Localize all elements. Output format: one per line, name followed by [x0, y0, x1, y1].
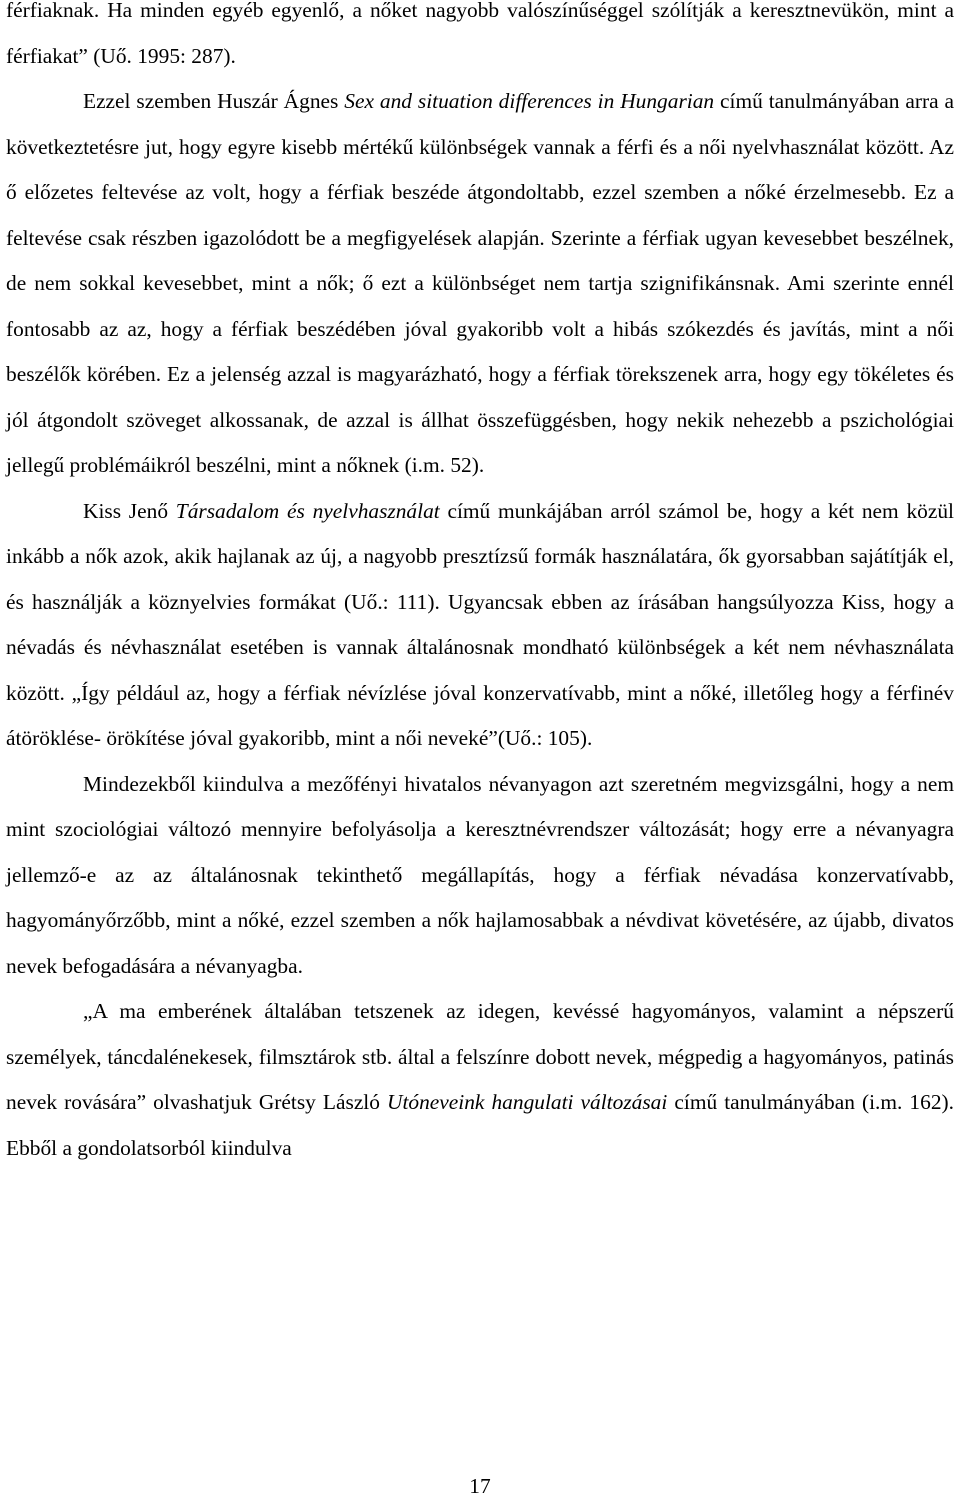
text-segment: Kiss Jenő — [83, 498, 176, 523]
paragraph-kiss — [6, 489, 954, 762]
italic-title: Utóneveink hangulati változásai — [387, 1090, 668, 1114]
text-segment: Ezzel szemben Huszár Ágnes — [83, 89, 345, 113]
text-segment: című munkájában arról számol be, hogy a két nem közül inkább a nők azok, akik hajlanak az új, a nagyobb presztízsű formák használatára, ők gyorsabban sajátítják el, és használják a köznyelvies formákat (Uő.: 111). Ugyancsak ebben az írásában hangsúlyozza Kiss, hogy a névadás és névhasználat esetében is vannak általánosnak mondható különbségek a két nem névhasználata között. „Így például az, hogy a férfiak névízlése jóval konzervatívabb, mint a nőké, illetőleg hogy a férfinév átöröklése- örökítése jóval gyakoribb, mint a női neveké”(Uő.: 105). — [6, 498, 954, 750]
italic-title: Társadalom és nyelvhasználat — [175, 498, 440, 523]
text-segment: című tanulmányában (i.m. 162). Ebből a gondolatsorból kiindulva — [6, 1090, 954, 1160]
paragraph-mezofeny — [6, 762, 954, 990]
text-segment: című tanulmányában arra a következtetésre jut, hogy egyre kisebb mértékű különbségek vannak a férfi és a női nyelvhasználat között. Az ő előzetes feltevése az volt, hogy a férfiak beszéde átgondoltabb, ezzel szemben a nőké érzelmesebb. Ez a feltevése csak részben igazolódott be a megfigyelések alapján. Szerinte a férfiak ugyan kevesebbet beszélnek, de nem sokkal kevesebbet, mint a nők; ő ezt a különbséget nem tartja szignifikánsnak. Ami szerinte ennél fontosabb az az, hogy a férfiak beszédében jóval gyakoribb volt a hibás szókezdés és javítás, mint a női beszélők körében. Ez a jelenség azzal is magyarázható, hogy a férfiak törekszenek arra, hogy egy tökéletes és jól átgondolt szöveget alkossanak, de azzal is állhat összefüggésben, hogy nekik nehezebb a pszichológiai jellegű problémáikról beszélni, mint a nőknek (i.m. 52). — [6, 89, 954, 477]
page-number: 17 — [469, 1474, 491, 1498]
paragraph-huszar — [6, 79, 954, 489]
paragraph-gretsy — [6, 989, 954, 1171]
italic-title: Sex and situation differences in Hungarian — [344, 89, 715, 113]
body-text — [6, 0, 954, 1171]
text-segment: férfiaknak. Ha minden egyéb egyenlő, a nőket nagyobb valószínűséggel szólítják a keresztnevükön, mint a férfiakat” (Uő. 1995: 287). — [6, 0, 954, 68]
paragraph-continued — [6, 0, 954, 79]
text-segment: „A ma emberének általában tetszenek az idegen, kevéssé hagyományos, valamint a népszerű személyek, táncdalénekesek, filmsztárok stb. által a felszínre dobott nevek, mégpedig a hagyományos, patinás nevek rovására” olvashatjuk Grétsy László — [6, 999, 954, 1114]
text-segment: Mindezekből kiindulva a mezőfényi hivatalos névanyagon azt szeretném megvizsgálni, hogy a nem mint szociológiai változó mennyire befolyásolja a keresztnévrendszer változását; hogy erre a névanyagra jellemző-e az az általánosnak tekinthető megállapítás, hogy a férfiak névadása konzervatívabb, hagyományőrzőbb, mint a nőké, ezzel szemben a nők hajlamosabbak a névdivat követésére, az újabb, divatos nevek befogadására a névanyagba. — [6, 771, 954, 978]
